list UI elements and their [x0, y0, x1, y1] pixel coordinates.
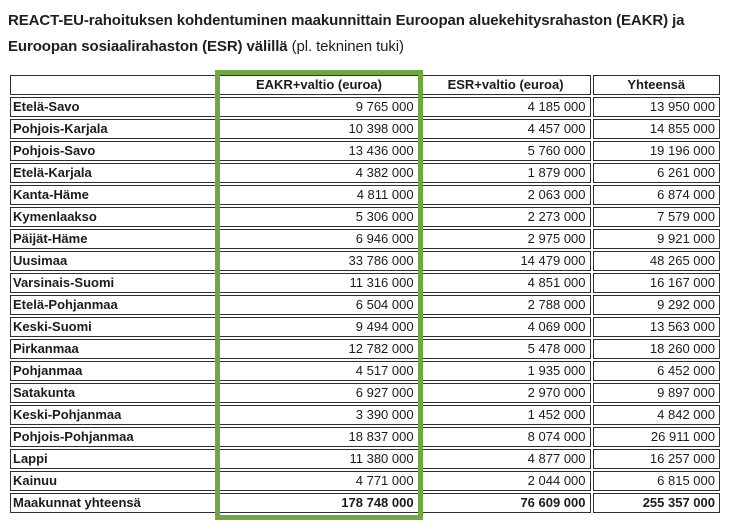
eakr-value-cell: 12 782 000 [219, 339, 418, 359]
esr-value-cell: 5 478 000 [421, 339, 591, 359]
region-name-cell: Etelä-Savo [10, 97, 217, 117]
total-value-cell: 14 855 000 [593, 119, 720, 139]
esr-value-cell: 5 760 000 [421, 141, 591, 161]
eakr-value-cell: 4 771 000 [219, 471, 418, 491]
region-name-cell: Päijät-Häme [10, 229, 217, 249]
esr-value-cell: 1 452 000 [421, 405, 591, 425]
total-value-cell: 9 897 000 [593, 383, 720, 403]
table-row [10, 295, 720, 315]
total-value-cell: 19 196 000 [593, 141, 720, 161]
table-row [10, 273, 720, 293]
table-row [10, 449, 720, 469]
esr-value-cell: 4 069 000 [421, 317, 591, 337]
region-name-cell: Kanta-Häme [10, 185, 217, 205]
region-name-cell: Kainuu [10, 471, 217, 491]
esr-value-cell: 1 935 000 [421, 361, 591, 381]
eakr-value-cell: 13 436 000 [219, 141, 418, 161]
eakr-value-cell: 9 765 000 [219, 97, 418, 117]
region-name-cell: Keski-Pohjanmaa [10, 405, 217, 425]
total-value-cell: 18 260 000 [593, 339, 720, 359]
total-value-cell: 9 921 000 [593, 229, 720, 249]
page-title-suffix: (pl. tekninen tuki) [287, 38, 404, 55]
table-row [10, 361, 720, 381]
eakr-value-cell: 33 786 000 [219, 251, 418, 271]
eakr-value-cell: 11 380 000 [219, 449, 418, 469]
total-value-cell: 4 842 000 [593, 405, 720, 425]
region-name-cell: Lappi [10, 449, 217, 469]
eakr-value-cell: 5 306 000 [219, 207, 418, 227]
column-header-esr: ESR+valtio (euroa) [421, 75, 591, 95]
total-value-cell: 13 950 000 [593, 97, 720, 117]
esr-value-cell: 2 970 000 [421, 383, 591, 403]
esr-value-cell: 4 877 000 [421, 449, 591, 469]
table-row [10, 339, 720, 359]
table-row [10, 405, 720, 425]
total-value-cell: 16 167 000 [593, 273, 720, 293]
total-value-cell: 6 874 000 [593, 185, 720, 205]
table-row [10, 97, 720, 117]
total-value-cell: 6 815 000 [593, 471, 720, 491]
esr-value-cell: 2 273 000 [421, 207, 591, 227]
funding-table-container [8, 73, 722, 515]
total-value-cell: 255 357 000 [593, 493, 720, 513]
total-value-cell: 9 292 000 [593, 295, 720, 315]
esr-value-cell: 2 788 000 [421, 295, 591, 315]
column-header-region [10, 75, 217, 95]
eakr-value-cell: 6 504 000 [219, 295, 418, 315]
esr-value-cell: 2 975 000 [421, 229, 591, 249]
eakr-value-cell: 6 946 000 [219, 229, 418, 249]
eakr-value-cell: 178 748 000 [219, 493, 418, 513]
region-name-cell: Uusimaa [10, 251, 217, 271]
esr-value-cell: 8 074 000 [421, 427, 591, 447]
region-name-cell: Satakunta [10, 383, 217, 403]
table-total-row [10, 493, 720, 513]
eakr-value-cell: 4 517 000 [219, 361, 418, 381]
total-value-cell: 26 911 000 [593, 427, 720, 447]
eakr-value-cell: 18 837 000 [219, 427, 418, 447]
eakr-value-cell: 10 398 000 [219, 119, 418, 139]
region-name-cell: Pohjois-Pohjanmaa [10, 427, 217, 447]
page-title [8, 8, 722, 60]
total-value-cell: 6 452 000 [593, 361, 720, 381]
region-name-cell: Pohjois-Karjala [10, 119, 217, 139]
region-name-cell: Etelä-Pohjanmaa [10, 295, 217, 315]
page-title-bold: REACT-EU-rahoituksen kohdentuminen maakunnittain Euroopan aluekehitysrahaston (EAKR) ja Euroopan sosiaalirahaston (ESR) välillä [8, 12, 685, 55]
region-name-cell: Etelä-Karjala [10, 163, 217, 183]
table-row [10, 383, 720, 403]
region-name-cell: Varsinais-Suomi [10, 273, 217, 293]
esr-value-cell: 2 044 000 [421, 471, 591, 491]
table-row [10, 141, 720, 161]
table-row [10, 185, 720, 205]
total-value-cell: 6 261 000 [593, 163, 720, 183]
table-row [10, 229, 720, 249]
esr-value-cell: 4 457 000 [421, 119, 591, 139]
esr-value-cell: 14 479 000 [421, 251, 591, 271]
table-row [10, 163, 720, 183]
table-row [10, 119, 720, 139]
table-header-row [10, 75, 720, 95]
eakr-value-cell: 4 811 000 [219, 185, 418, 205]
esr-value-cell: 76 609 000 [421, 493, 591, 513]
eakr-value-cell: 3 390 000 [219, 405, 418, 425]
region-name-cell: Pirkanmaa [10, 339, 217, 359]
table-row [10, 427, 720, 447]
eakr-value-cell: 6 927 000 [219, 383, 418, 403]
total-value-cell: 48 265 000 [593, 251, 720, 271]
region-name-cell: Pohjois-Savo [10, 141, 217, 161]
table-row [10, 251, 720, 271]
region-name-cell: Pohjanmaa [10, 361, 217, 381]
region-name-cell: Kymenlaakso [10, 207, 217, 227]
table-row [10, 317, 720, 337]
total-value-cell: 16 257 000 [593, 449, 720, 469]
esr-value-cell: 1 879 000 [421, 163, 591, 183]
esr-value-cell: 4 185 000 [421, 97, 591, 117]
eakr-value-cell: 11 316 000 [219, 273, 418, 293]
eakr-value-cell: 9 494 000 [219, 317, 418, 337]
table-row [10, 471, 720, 491]
total-row-label-cell: Maakunnat yhteensä [10, 493, 217, 513]
eakr-value-cell: 4 382 000 [219, 163, 418, 183]
column-header-total: Yhteensä [593, 75, 720, 95]
esr-value-cell: 2 063 000 [421, 185, 591, 205]
column-header-eakr: EAKR+valtio (euroa) [219, 75, 418, 95]
total-value-cell: 7 579 000 [593, 207, 720, 227]
funding-table [8, 73, 722, 515]
esr-value-cell: 4 851 000 [421, 273, 591, 293]
total-value-cell: 13 563 000 [593, 317, 720, 337]
region-name-cell: Keski-Suomi [10, 317, 217, 337]
table-row [10, 207, 720, 227]
